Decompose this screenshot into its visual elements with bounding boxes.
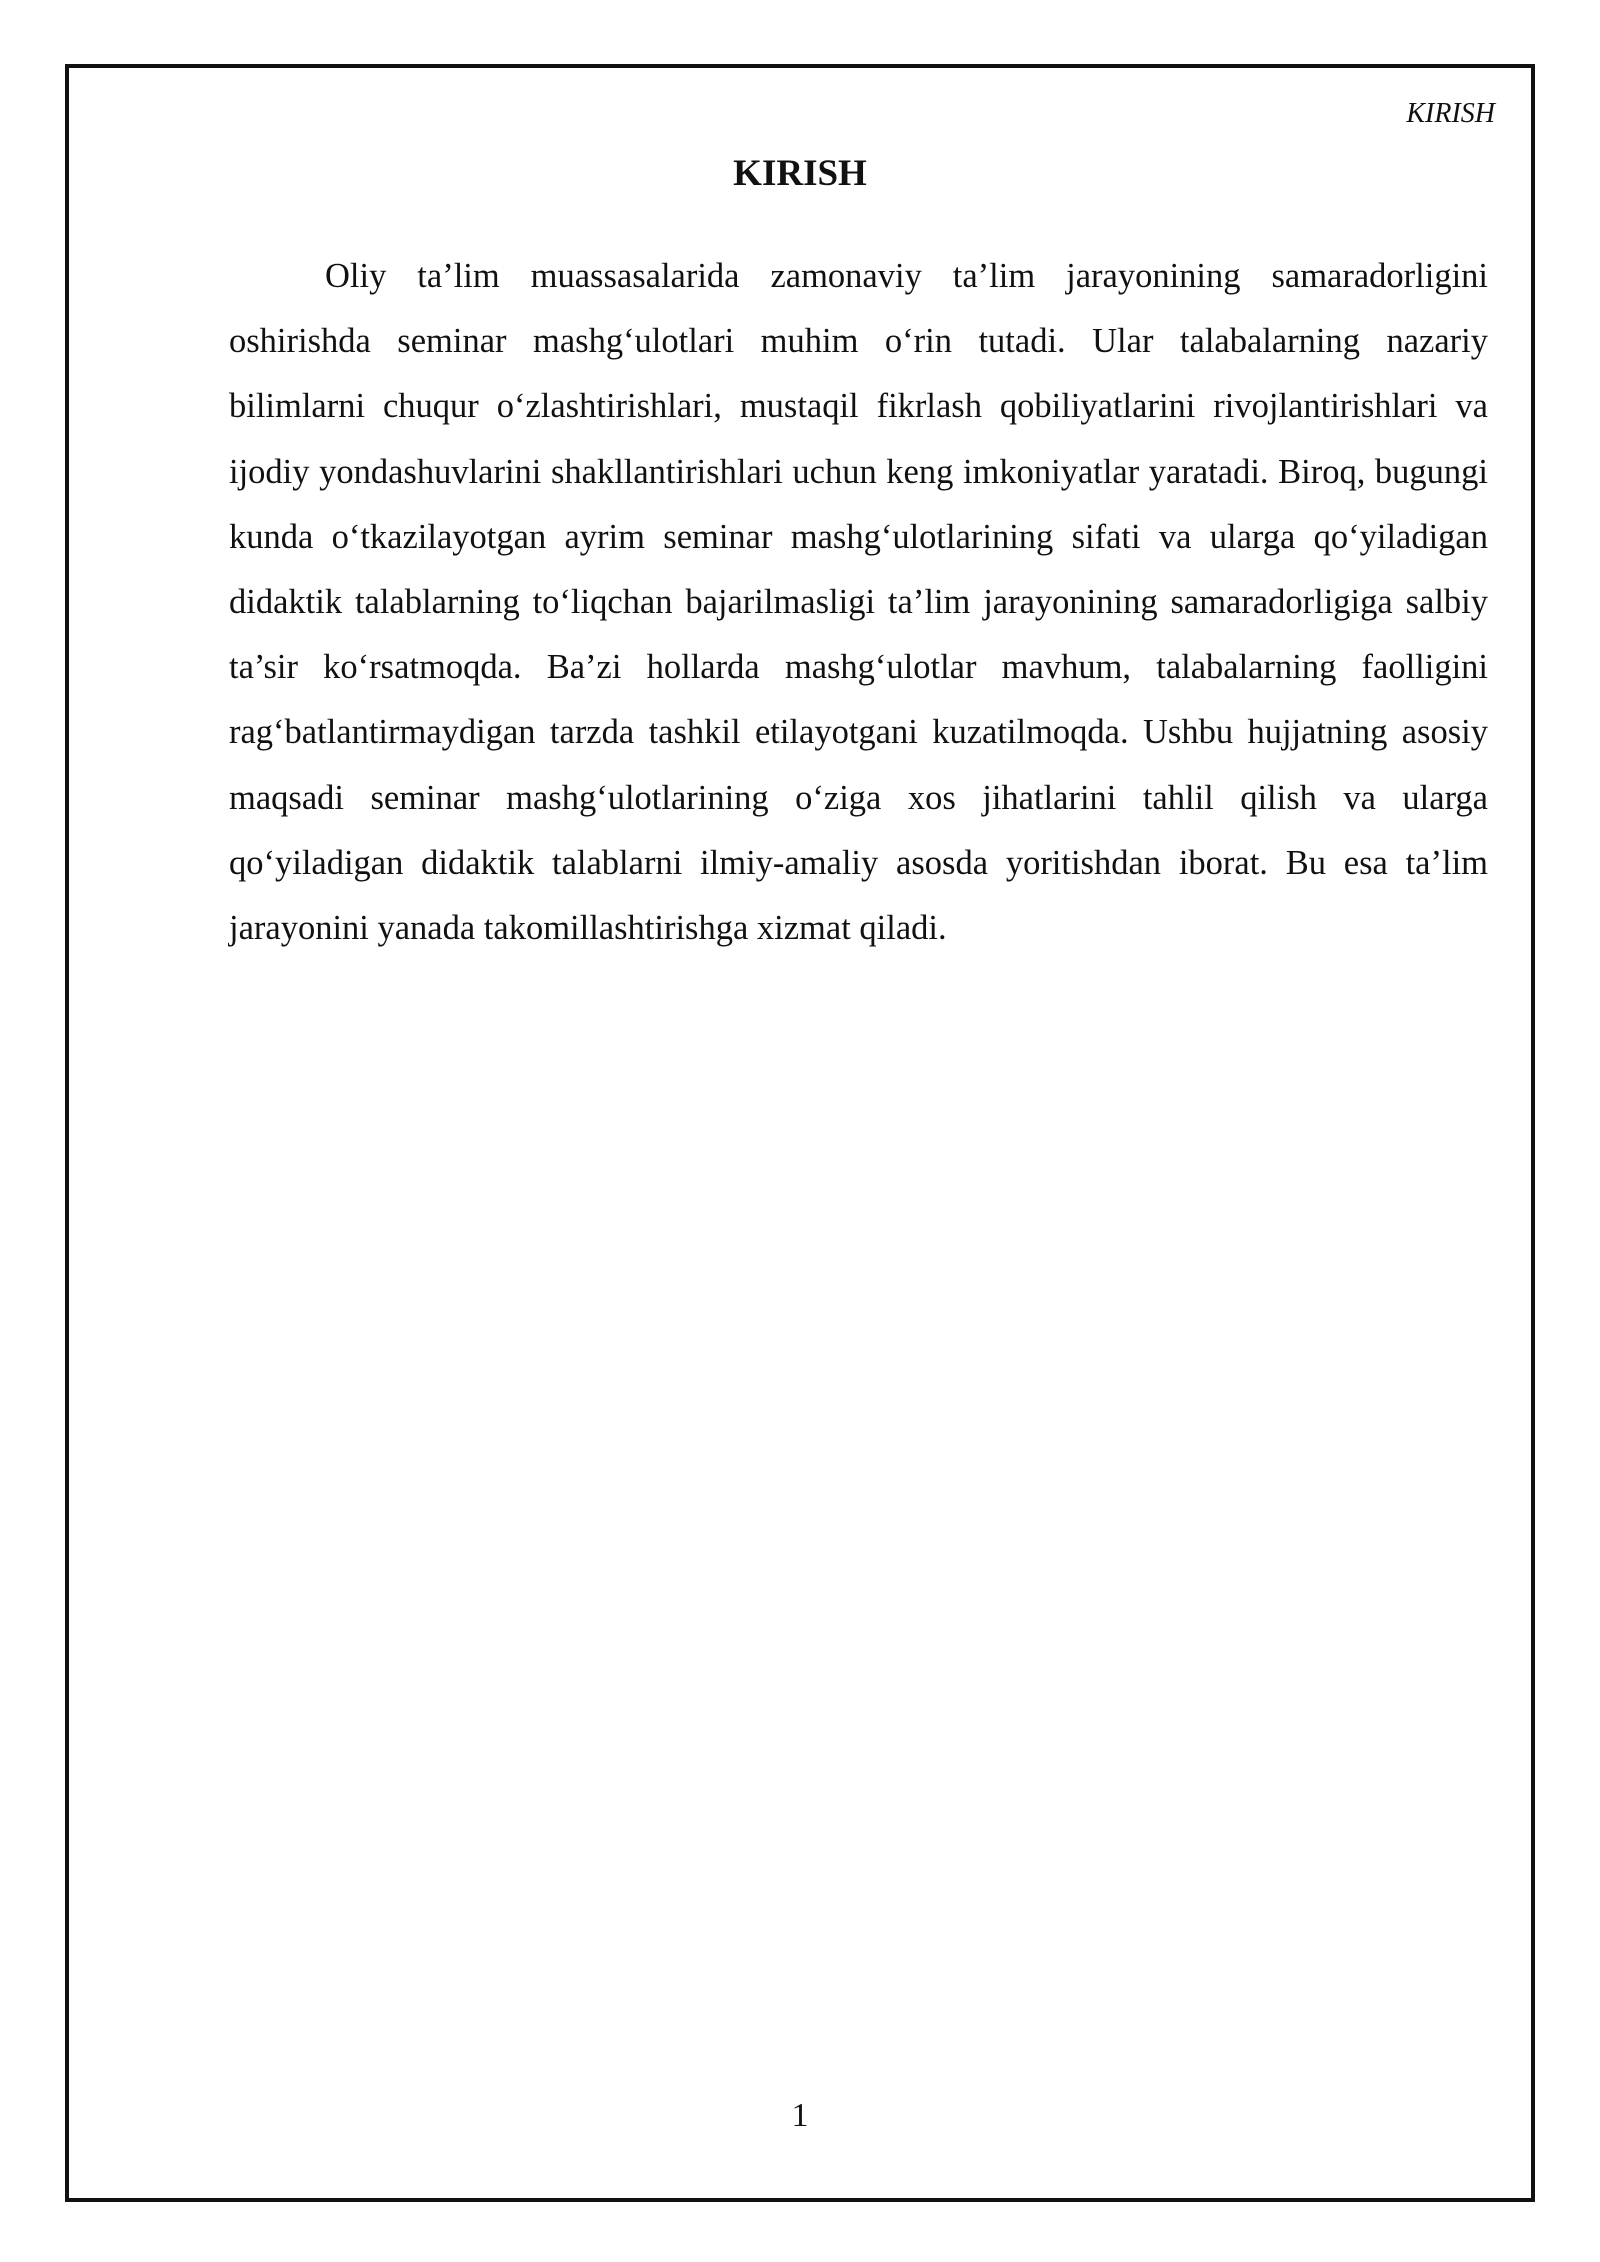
body-paragraph: Oliy ta’lim muassasalarida zamonaviy ta’lim jarayonining samaradorligini oshirishda seminar mashg‘ulotlari muhim o‘rin tutadi. Ular talabalarning nazariy bilimlarni chuqur o‘zlashtirishlari, mustaqil fikrlash qobiliyatlarini rivojlantirishlari va ijodiy yondashuvlarini shakllantirishlari uchun keng imkoniyatlar yaratadi. Biroq, bugungi kunda o‘tkazilayotgan ayrim seminar mashg‘ulotlarining sifati va ularga qo‘yiladigan didaktik talablarning to‘liqchan bajarilmasligi ta’lim jarayonining samaradorligiga salbiy ta’sir ko‘rsatmoqda. Ba’zi hollarda mashg‘ulotlar mavhum, talabalarning faolligini rag‘batlantirmaydigan tarzda tashkil etilayotgani kuzatilmoqda. Ushbu hujjatning asosiy maqsadi seminar mashg‘ulotlarining o‘ziga xos jihatlarini tahlil qilish va ularga qo‘yiladigan didaktik talablarni ilmiy-amaliy asosda yoritishdan iborat. Bu esa ta’lim jarayonini yanada takomillashtirishga xizmat qiladi. [229, 257, 1488, 948]
running-header: KIRISH [1406, 98, 1495, 129]
page-number: 1 [791, 2097, 809, 2134]
page-title: KIRISH [733, 153, 867, 194]
